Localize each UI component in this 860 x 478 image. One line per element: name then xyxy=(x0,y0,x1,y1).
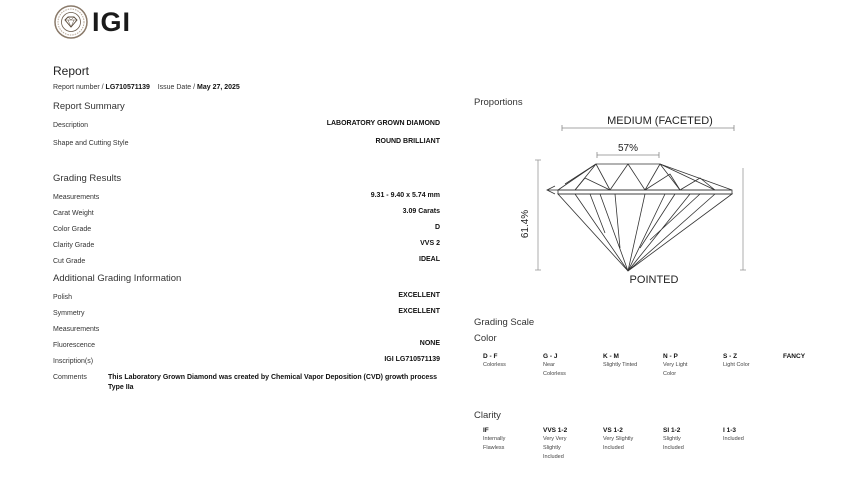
clarity-grade-code: VVS 1-2 xyxy=(543,427,568,434)
clarity-grade-desc: Slightly xyxy=(543,445,561,451)
section-report-summary: Report Summary xyxy=(53,101,125,112)
row-value-polish: EXCELLENT xyxy=(398,292,440,299)
clarity-grade-desc: Included xyxy=(543,454,564,460)
color-grade-desc: Color xyxy=(663,371,677,377)
row-label-inscription: Inscription(s) xyxy=(53,358,94,365)
color-grade-desc: Slightly Tinted xyxy=(603,362,638,368)
section-additional-grading: Additional Grading Information xyxy=(53,273,182,284)
color-grade-desc: Colorless xyxy=(543,371,566,377)
girdle-label: MEDIUM (FACETED) xyxy=(607,115,713,127)
row-value-cut: IDEAL xyxy=(419,256,440,263)
clarity-grade-desc: Included xyxy=(603,445,624,451)
row-label-clarity: Clarity Grade xyxy=(53,242,95,249)
row-label-color: Color Grade xyxy=(53,226,92,233)
report-number-line xyxy=(53,84,240,91)
row-value-color: D xyxy=(434,224,440,231)
report-number-label: Report number / xyxy=(53,84,104,91)
clarity-grade-code: VS 1-2 xyxy=(603,427,623,434)
row-label-carat: Carat Weight xyxy=(53,210,94,217)
comments-label: Comments xyxy=(53,374,87,381)
color-grade-n-p xyxy=(663,352,718,379)
igi-seal-icon xyxy=(54,5,88,39)
section-grading-results: Grading Results xyxy=(53,173,122,184)
color-grade-code: FANCY xyxy=(783,353,806,360)
color-grade-code: S - Z xyxy=(723,353,738,360)
row-value-fluorescence: NONE xyxy=(419,340,440,347)
clarity-grade-code: IF xyxy=(483,427,489,434)
clarity-grade-desc: Included xyxy=(663,445,684,451)
row-value-symmetry: EXCELLENT xyxy=(398,308,440,315)
color-scale-title: Color xyxy=(474,333,497,344)
row-value-carat: 3.09 Carats xyxy=(402,208,440,215)
comments-value: This Laboratory Grown Diamond was created by Chemical Vapor Deposition (CVD) growth process Type IIa xyxy=(108,374,438,391)
report-title: Report xyxy=(53,64,90,78)
color-grade-fancy xyxy=(783,352,838,361)
brand-logo-text: IGI xyxy=(92,7,132,37)
clarity-grade-desc: Internally xyxy=(483,436,506,442)
depth-label: 61.4% xyxy=(520,209,531,239)
row-value-measurements: 9.31 - 9.40 x 5.74 mm xyxy=(370,192,440,199)
row-label-cut: Cut Grade xyxy=(53,258,86,265)
row-label-polish: Polish xyxy=(53,294,73,301)
clarity-grade-i xyxy=(723,426,778,444)
clarity-grade-desc: Included xyxy=(723,436,744,442)
row-label-shape: Shape and Cutting Style xyxy=(53,140,129,147)
section-proportions: Proportions xyxy=(474,97,523,108)
report-number: LG710571139 xyxy=(105,84,150,91)
color-grade-code: K - M xyxy=(603,353,619,360)
color-grade-code: G - J xyxy=(543,353,558,360)
color-grade-k-m xyxy=(603,352,658,370)
row-value-description: LABORATORY GROWN DIAMOND xyxy=(326,120,440,127)
clarity-grade-desc: Very Very xyxy=(543,436,567,442)
color-grade-g-j xyxy=(543,352,598,379)
row-label-description: Description xyxy=(53,122,89,129)
row-value-shape: ROUND BRILLIANT xyxy=(375,138,440,145)
clarity-grade-vvs xyxy=(543,426,598,462)
culet-label: POINTED xyxy=(629,274,679,286)
diamond-outline xyxy=(558,164,732,271)
color-grade-code: N - P xyxy=(663,353,678,360)
color-grade-d-f xyxy=(483,352,538,370)
row-value-inscription: IGI LG710571139 xyxy=(384,356,440,363)
issue-date-label: Issue Date / xyxy=(157,84,196,91)
clarity-scale-title: Clarity xyxy=(474,410,501,421)
color-grade-desc: Very Light xyxy=(663,362,688,368)
row-label-add-measurements: Measurements xyxy=(53,326,100,333)
color-grade-desc: Near xyxy=(543,362,555,368)
row-value-clarity: VVS 2 xyxy=(420,240,440,247)
row-label-measurements: Measurements xyxy=(53,194,100,201)
color-grade-desc: Colorless xyxy=(483,362,506,368)
clarity-grade-if xyxy=(483,426,538,453)
clarity-grade-code: I 1-3 xyxy=(723,427,737,434)
table-label: 57% xyxy=(617,143,639,154)
clarity-grade-vs xyxy=(603,426,658,453)
color-grade-s-z xyxy=(723,352,778,370)
row-label-symmetry: Symmetry xyxy=(53,310,85,317)
clarity-grade-desc: Flawless xyxy=(483,445,505,451)
clarity-grade-si xyxy=(663,426,718,453)
clarity-grade-desc: Slightly xyxy=(663,436,681,442)
diamond-proportions-diagram xyxy=(500,108,800,298)
color-grade-code: D - F xyxy=(483,353,498,360)
row-label-fluorescence: Fluorescence xyxy=(53,342,96,349)
clarity-grade-code: SI 1-2 xyxy=(663,427,681,434)
color-grade-desc: Light Color xyxy=(723,362,750,368)
section-grading-scale: Grading Scale xyxy=(474,317,535,328)
clarity-grade-desc: Very Slightly xyxy=(603,436,634,442)
issue-date: May 27, 2025 xyxy=(197,84,240,91)
